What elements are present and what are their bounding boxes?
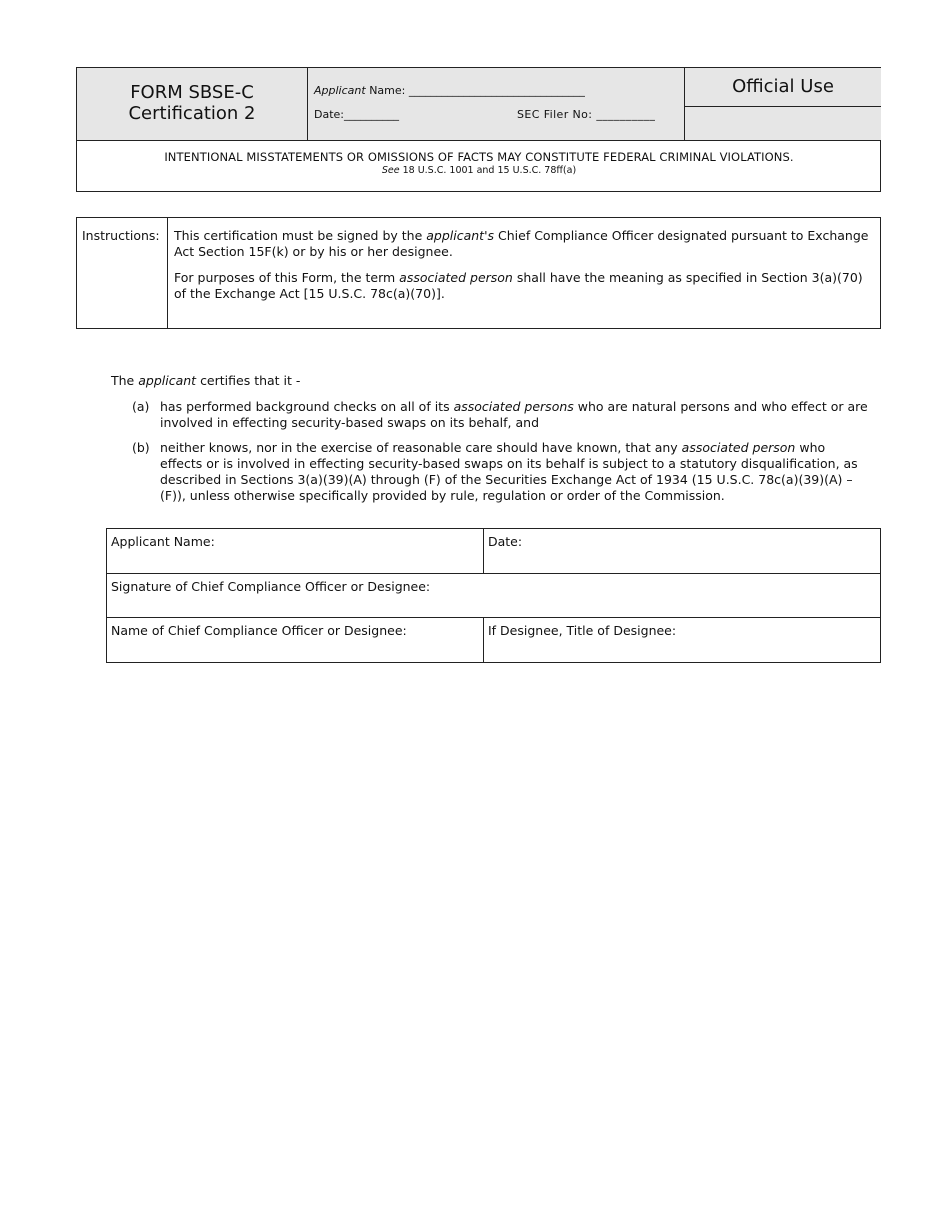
officer-name-label: Name of Chief Compliance Officer or Designee: <box>111 623 407 638</box>
applicant-info-cell <box>308 68 685 140</box>
warning-cell <box>77 140 881 191</box>
item-emphasis: associated persons <box>453 399 574 414</box>
instr-p1-text-a: This certification must be signed by the <box>174 228 423 243</box>
officer-name-field[interactable] <box>107 618 484 662</box>
designee-title-field[interactable] <box>484 618 880 662</box>
instructions-paragraph-2 <box>174 270 874 302</box>
instr-p1-text-b: Chief Compliance Officer designated pursuant to Exchange Act Section 15F(k) or by his or her designee. <box>174 228 869 259</box>
applicant-name-field[interactable] <box>107 529 484 574</box>
certification-number: Certification 2 <box>128 103 256 124</box>
certification-intro <box>111 373 871 389</box>
applicant-word: Applicant <box>314 84 366 97</box>
instr-p2-text-a: For purposes of this Form, the term <box>174 270 396 285</box>
certification-statement <box>111 373 871 513</box>
applicant-name-line[interactable] <box>314 84 585 97</box>
item-emphasis: associated person <box>681 440 796 455</box>
sec-filer-line[interactable] <box>517 108 655 121</box>
signature-field[interactable] <box>107 574 880 618</box>
official-use-cell <box>685 68 881 107</box>
item-text-b: who are natural persons and who effect or are involved in effecting security-based swaps on its behalf, and <box>160 399 868 430</box>
instructions-body <box>174 228 874 312</box>
criminal-violation-warning: INTENTIONAL MISSTATEMENTS OR OMISSIONS OF FACTS MAY CONSTITUTE FEDERAL CRIMINAL VIOLATIONS. <box>164 150 794 164</box>
see-word: See <box>381 165 400 176</box>
name-blank: ________________________________ <box>408 84 585 97</box>
item-text-a: has performed background checks on all of its <box>160 399 450 414</box>
instructions-paragraph-1 <box>174 228 874 260</box>
date-blank: __________ <box>344 108 399 121</box>
designee-title-label: If Designee, Title of Designee: <box>488 623 677 638</box>
official-use-blank <box>685 107 881 140</box>
item-label: (b) <box>132 440 150 455</box>
certification-item <box>111 399 871 431</box>
citation-text: 18 U.S.C. 1001 and 15 U.S.C. 78ff(a) <box>402 165 577 176</box>
instr-p1-emphasis: applicant's <box>426 228 495 243</box>
applicant-name-label: Applicant Name: <box>111 534 215 549</box>
sec-filer-label: SEC Filer No: <box>517 108 593 121</box>
warning-citation <box>77 165 881 176</box>
instructions-label: Instructions: <box>77 218 168 328</box>
name-label: Name: <box>369 84 406 97</box>
item-label: (a) <box>132 399 150 414</box>
signature-table <box>106 528 881 663</box>
intro-emphasis: applicant <box>138 373 197 388</box>
signature-label: Signature of Chief Compliance Officer or Designee: <box>111 579 431 594</box>
date-field[interactable] <box>484 529 880 574</box>
intro-text-a: The <box>111 373 135 388</box>
instr-p2-emphasis: associated person <box>399 270 513 285</box>
instructions-box <box>76 217 881 329</box>
intro-text-b: certifies that it - <box>200 373 301 388</box>
instr-p2-text-b: shall have the meaning as specified in Section 3(a)(70) of the Exchange Act [15 U.S.C. 78c(a)(70)]. <box>174 270 863 301</box>
form-header <box>76 67 881 192</box>
form-title-cell <box>77 68 308 140</box>
date-label: Date: <box>314 108 344 121</box>
form-name: FORM SBSE-C <box>130 82 254 103</box>
sec-filer-blank: __________ <box>596 108 656 121</box>
item-text-b: who effects or is involved in effecting security-based swaps on its behalf is subject to a statutory disqualification, as described in Sections 3(a)(39)(A) through (F) of the Securities Exchange Act of 1934 (15 U.S.C. 78c(a)(39)(A) – (F)), unless otherwise specifically provided by rule, regulation or order of the Commission. <box>160 440 858 503</box>
item-text-a: neither knows, nor in the exercise of reasonable care should have known, that any <box>160 440 678 455</box>
certification-item <box>111 440 871 504</box>
official-use-label: Official Use <box>732 76 834 97</box>
date-field-label: Date: <box>488 534 523 549</box>
date-line[interactable] <box>314 108 399 121</box>
